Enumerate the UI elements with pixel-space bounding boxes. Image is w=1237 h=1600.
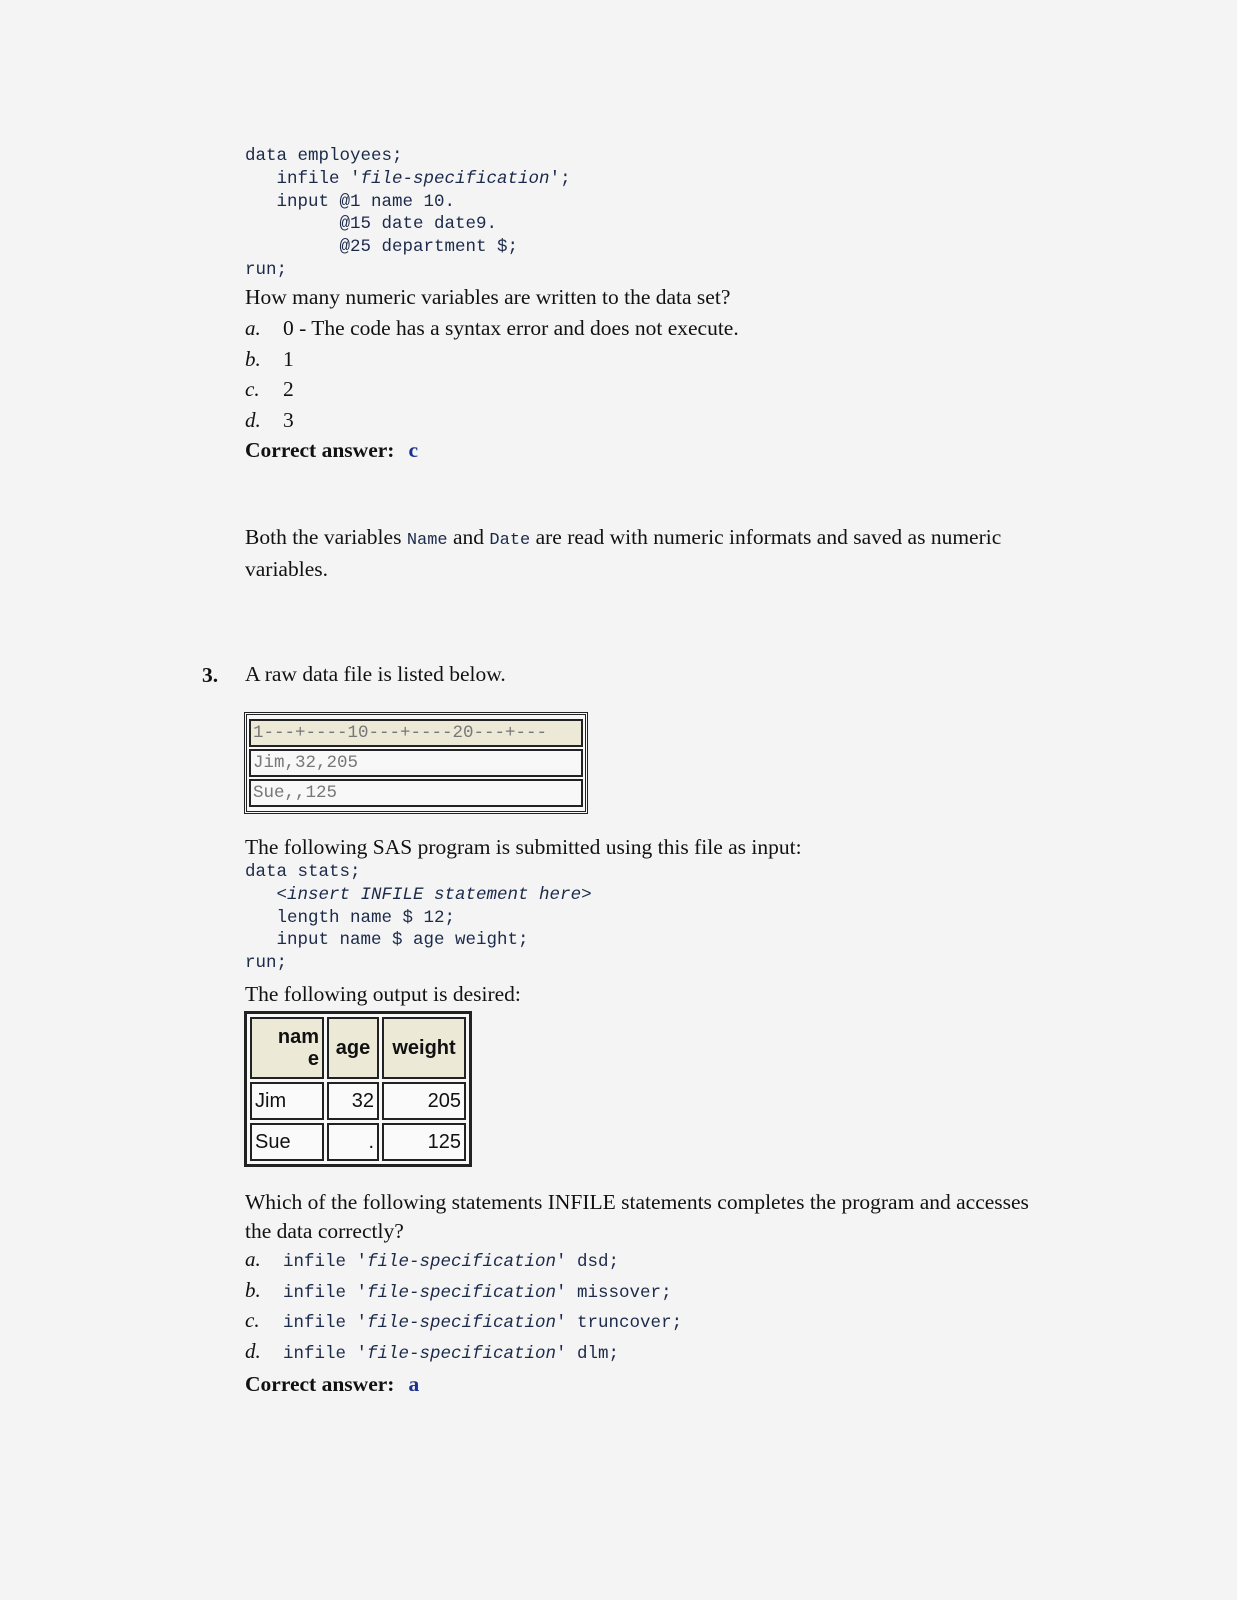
answer-label: Correct answer: (245, 438, 395, 462)
code-line: data stats; (245, 862, 361, 882)
option-c (245, 1305, 682, 1336)
q3-options (245, 1244, 682, 1366)
code-line: @15 date date9. (245, 214, 498, 235)
q2-correct-answer (245, 438, 418, 463)
q3-program-intro: The following SAS program is submitted using this file as input: (245, 835, 802, 859)
table-header-row (250, 1017, 466, 1079)
option-b (245, 1275, 682, 1306)
code-text: ' truncover; (556, 1313, 683, 1333)
raw-data-file (244, 712, 588, 814)
q3-code-block (245, 861, 592, 975)
question-number: 3. (202, 663, 219, 687)
table-cell: 32 (327, 1082, 379, 1120)
answer-value: c (408, 438, 418, 462)
table-cell: Sue (250, 1123, 324, 1161)
q2-options (245, 313, 739, 435)
option-code (283, 1344, 619, 1364)
table-cell: 205 (382, 1082, 466, 1120)
code-text: infile ' (283, 1252, 368, 1272)
code-placeholder: <insert INFILE statement here> (276, 884, 592, 905)
table-row (250, 1082, 466, 1120)
inline-code-date: Date (489, 531, 531, 550)
header-label: nam e (277, 1026, 319, 1070)
code-line: input @1 name 10. (245, 191, 456, 212)
inline-code-name: Name (406, 531, 448, 550)
option-letter: d. (245, 1338, 261, 1363)
desired-output-table-wrap (244, 1011, 472, 1167)
q2-code-block (245, 145, 571, 282)
code-line: input name $ age weight; (245, 930, 529, 951)
option-letter: d. (245, 407, 261, 432)
code-line: data employees; (245, 146, 403, 166)
code-line-italic: file-specification (360, 168, 550, 189)
code-text: infile ' (283, 1313, 368, 1333)
code-text: ' dsd; (556, 1252, 620, 1272)
option-text: 2 (283, 377, 294, 401)
option-d (245, 1336, 682, 1367)
q3-question: Which of the following statements INFILE statements completes the program and accesses the data correctly? (245, 1190, 1029, 1243)
code-text: infile ' (283, 1282, 368, 1303)
option-b (245, 344, 739, 375)
code-text: ' dlm; (556, 1343, 620, 1364)
option-letter: c. (245, 1308, 260, 1332)
code-italic: file-specification (367, 1252, 557, 1272)
table-cell: . (327, 1123, 379, 1161)
explanation-text: are read with numeric informats and saved as numeric variables. (245, 525, 1002, 581)
option-text: 0 - The code has a syntax error and does not execute. (283, 316, 739, 340)
option-a (245, 1244, 682, 1275)
raw-data-row: Jim,32,205 (249, 749, 583, 777)
q3-output-intro: The following output is desired: (245, 982, 521, 1006)
code-italic: file-specification (367, 1343, 557, 1364)
option-c (245, 374, 739, 405)
option-code (283, 1283, 672, 1303)
option-letter: c. (245, 377, 260, 401)
q3-intro: A raw data file is listed below. (245, 662, 506, 686)
table-cell: 125 (382, 1123, 466, 1161)
table-cell: Jim (250, 1082, 324, 1120)
q2-explanation (245, 523, 1045, 584)
option-letter: b. (245, 1277, 261, 1302)
code-line: @25 department $; (245, 237, 519, 258)
code-line: length name $ 12; (245, 907, 456, 928)
code-text: ' missover; (556, 1282, 672, 1303)
option-d (245, 405, 739, 436)
q3-correct-answer (245, 1372, 419, 1397)
code-text: infile ' (283, 1343, 368, 1364)
option-a (245, 313, 739, 344)
code-italic: file-specification (367, 1282, 557, 1303)
option-letter: a. (245, 1247, 261, 1271)
answer-label: Correct answer: (245, 1372, 395, 1396)
option-letter: b. (245, 346, 261, 371)
code-line: run; (245, 953, 288, 974)
explanation-text: and (447, 525, 490, 549)
option-code (283, 1313, 682, 1333)
option-text: 3 (283, 407, 294, 432)
code-line: infile ' (245, 168, 361, 189)
column-header-weight: weight (382, 1017, 466, 1079)
raw-data-row: Sue,,125 (249, 779, 583, 807)
column-header-name (250, 1017, 324, 1079)
q2-question: How many numeric variables are written to the data set? (245, 285, 731, 309)
answer-value: a (408, 1372, 420, 1396)
explanation-text: Both the variables (245, 525, 407, 549)
code-line (245, 885, 277, 905)
column-header-age: age (327, 1017, 379, 1079)
table-row (250, 1123, 466, 1161)
option-letter: a. (245, 316, 261, 340)
code-line: '; (549, 168, 571, 189)
option-text: 1 (283, 346, 294, 371)
desired-output-table (244, 1011, 472, 1167)
option-code (283, 1252, 619, 1272)
raw-ruler-row: 1---+----10---+----20---+--- (249, 719, 583, 747)
code-italic: file-specification (367, 1313, 557, 1333)
code-line: run; (245, 259, 288, 280)
